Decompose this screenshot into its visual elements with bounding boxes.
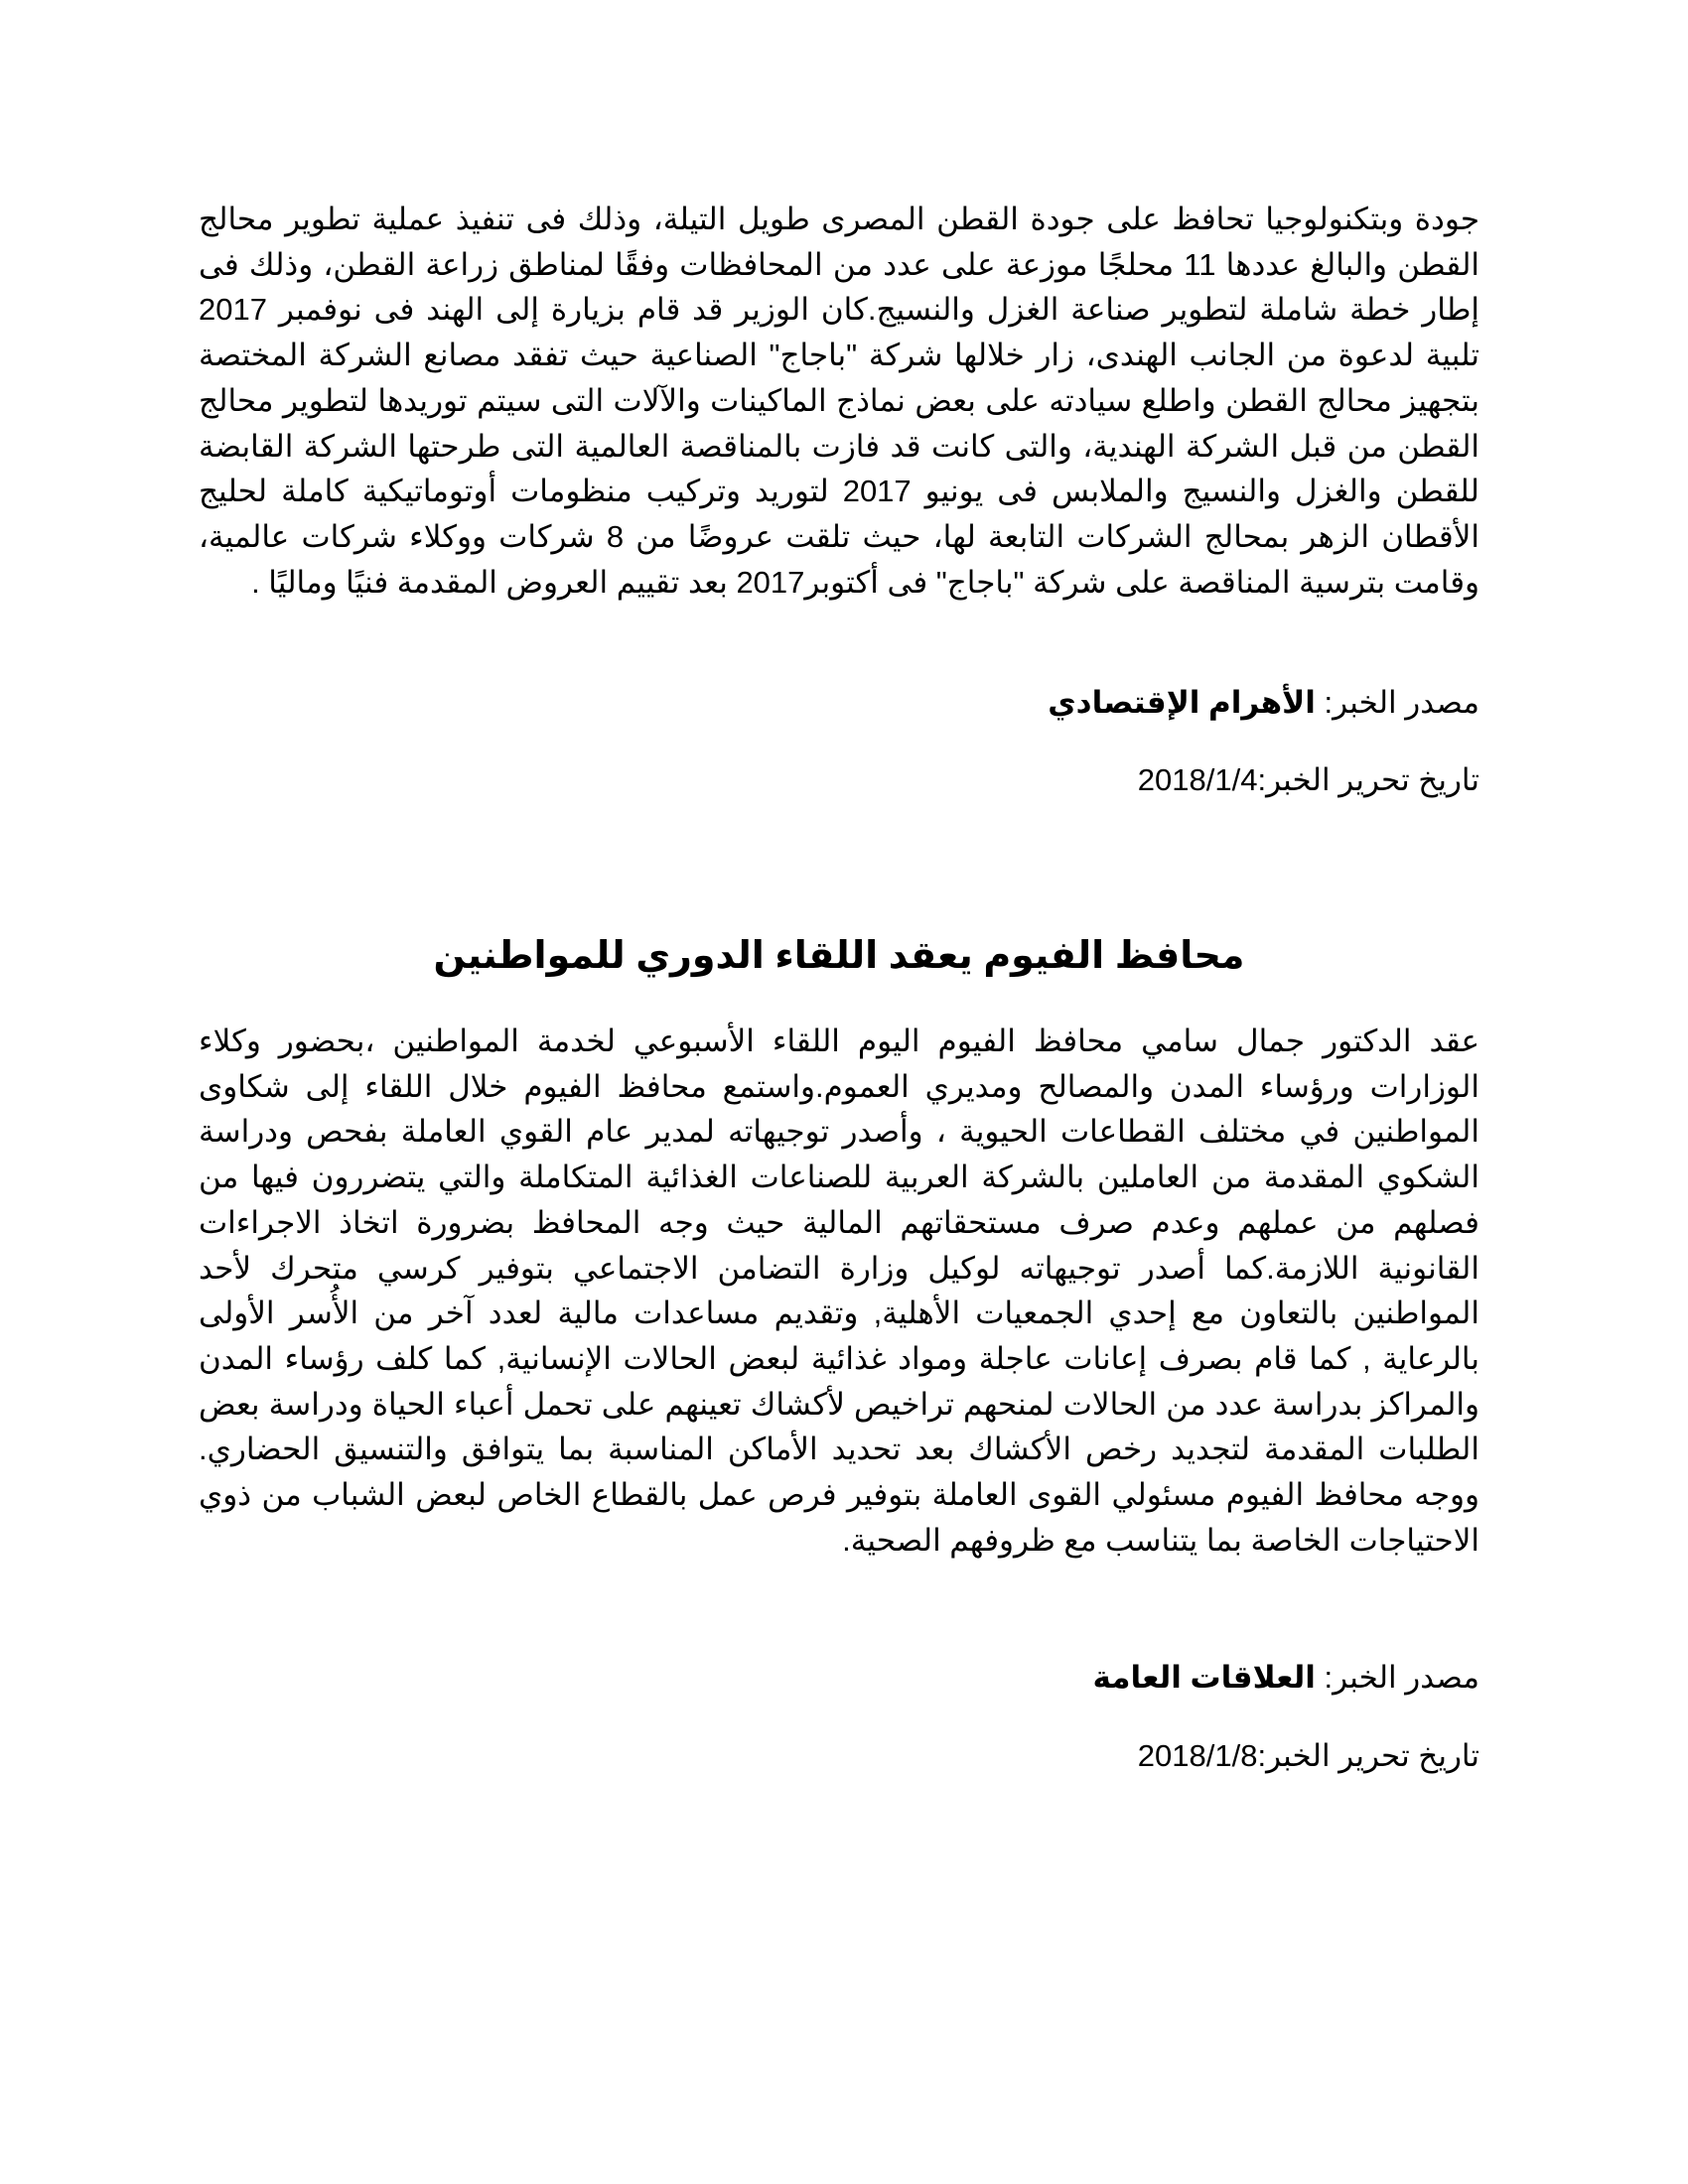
news-source [199, 1658, 1479, 1698]
article-body: جودة وبتكنولوجيا تحافظ على جودة القطن المصرى طويل التيلة، وذلك فى تنفيذ عملية تطوير محالج القطن والبالغ عددها 11 محلجًا موزعة على عدد من المحافظات وفقًا لمناطق زراعة القطن، وذلك فى إطار خطة شاملة لتطوير صناعة الغزل والنسيج.كان الوزير قد قام بزيارة إلى الهند فى نوفمبر 2017 تلبية لدعوة من الجانب الهندى، زار خلالها شركة "باجاج" الصناعية حيث تفقد مصانع الشركة المختصة بتجهيز محالج القطن واطلع سيادته على بعض نماذج الماكينات والآلات التى سيتم توريدها لتطوير محالج القطن من قبل الشركة الهندية، والتى كانت قد فازت بالمناقصة العالمية التى طرحتها الشركة القابضة للقطن والغزل والنسيج والملابس فى يونيو 2017 لتوريد وتركيب منظومات أوتوماتيكية كاملة لحليج الأقطان الزهر بمحالج الشركات التابعة لها، حيث تلقت عروضًا من 8 شركات ووكلاء شركات عالمية، وقامت بترسية المناقصة على شركة "باجاج" فى أكتوبر2017 بعد تقييم العروض المقدمة فنيًا وماليًا . [199, 202, 1479, 600]
news-date [199, 1736, 1479, 1776]
news-source-label: مصدر الخبر: [1315, 1660, 1479, 1695]
news-source-value: العلاقات العامة [1092, 1660, 1316, 1695]
news-source-label: مصدر الخبر: [1315, 685, 1479, 720]
news-date [199, 760, 1479, 800]
news-date-label: تاريخ تحرير الخبر: [1257, 762, 1479, 797]
news-date-label: تاريخ تحرير الخبر: [1257, 1738, 1479, 1773]
news-date-value: 2018/1/8 [1137, 1738, 1258, 1773]
article-title: محافظ الفيوم يعقد اللقاء الدوري للمواطنين [433, 935, 1245, 977]
news-date-value: 2018/1/4 [1137, 762, 1258, 797]
news-source-value: الأهرام الإقتصادي [1048, 685, 1316, 720]
news-source [199, 683, 1479, 723]
article-body: عقد الدكتور جمال سامي محافظ الفيوم اليوم اللقاء الأسبوعي لخدمة المواطنين ،بحضور وكلاء الوزارات ورؤساء المدن والمصالح ومديري العموم.واستمع محافظ الفيوم خلال اللقاء إلى شكاوى المواطنين في مختلف القطاعات الحيوية ، وأصدر توجيهاته لمدير عام القوي العاملة بفحص ودراسة الشكوي المقدمة من العاملين بالشركة العربية للصناعات الغذائية المتكاملة والتي يتضررون فيها من فصلهم من عملهم وعدم صرف مستحقاتهم المالية حيث وجه المحافظ بضرورة اتخاذ الاجراءات القانونية اللازمة.كما أصدر توجيهاته لوكيل وزارة التضامن الاجتماعي بتوفير كرسي متحرك لأحد المواطنين بالتعاون مع إحدي الجمعيات الأهلية, وتقديم مساعدات مالية لعدد آخر من الأُسر الأولى بالرعاية , كما قام بصرف إعانات عاجلة ومواد غذائية لبعض الحالات الإنسانية, كما كلف رؤساء المدن والمراكز بدراسة عدد من الحالات لمنحهم تراخيص لأكشاك تعينهم على تحمل أعباء الحياة ودراسة بعض الطلبات المقدمة لتجديد رخص الأكشاك بعد تحديد الأماكن المناسبة بما يتوافق والتنسيق الحضاري. ووجه محافظ الفيوم مسئولي القوى العاملة بتوفير فرص عمل بالقطاع الخاص لبعض الشباب من ذوي الاحتياجات الخاصة بما يتناسب مع ظروفهم الصحية. [199, 1024, 1479, 1558]
